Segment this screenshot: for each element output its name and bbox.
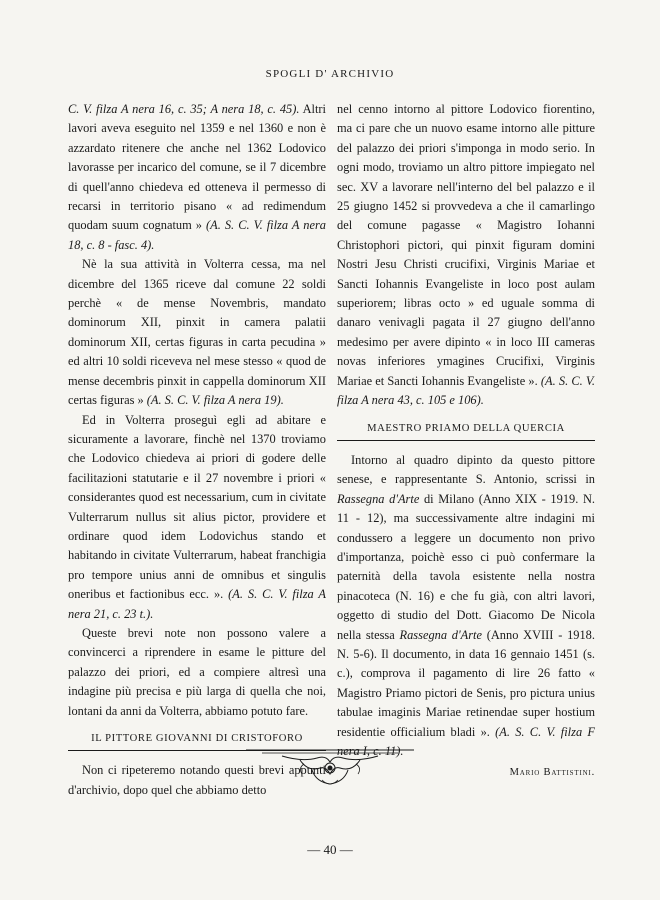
paragraph: Queste brevi note non possono valere a convincerci a riprendere in esame le pitture del palazzo dei priori, ed a compiere altresì una indagine più precisa e più larga di quella che noi, lontani da anni da Volterra, abbiamo potuto fare. [68, 625, 326, 718]
ornament-icon [242, 740, 418, 790]
paragraph: Non ci ripeteremo notando questi brevi appunti d'archivio, dopo quel che abbiamo detto [68, 763, 326, 797]
journal-title: Rassegna d'Arte [399, 627, 482, 642]
paragraph: Intorno al quadro dipinto da questo pittore senese, e rappresentante S. Antonio, scrissi in Rassegna d'Arte di Milano (Anno XIX - 1919. N. 11 - 12), ma successivamente altre indagini mi condussero a leggere un documento non privo d'importanza, poichè esso ci può confermare la paternità della tavola esistente nella nostra pinacoteca (N. 16) e che fu già, con altri lavori, oggetto di studio del Dott. Giacomo De Nicola nella stessa Rassegna d'Arte (Anno XVIII - 1918. N. 5-6). Il documento, in data 16 gennaio 1451 (s. c.), comprova il pagamento di lire 26 fatto « Magistro Priamo pictori de Senis, pro pictura unius tabulae imaginis Mariae retinendae super hostium residentie officialium bladi ». (A. S. C. V. filza F nera I, c. 11). [337, 452, 596, 758]
author-signature: Mario Battistini. [509, 767, 595, 779]
journal-title: Rassegna d'Arte [337, 491, 420, 506]
running-title: SPOGLI D' ARCHIVIO [265, 68, 395, 80]
section-heading: IL PITTORE GIOVANNI DI CRISTOFORO [68, 729, 326, 751]
paragraph: Ed in Volterra proseguì egli ad abitare e sicuramente a lavorare, finchè nel 1370 troviamo che Lodovico chiedeva ai priori di godere delle facilitazioni statutarie e il 27 novembre i priori « considerantes quod est necessarium, cum in civitate Vulterrarum nullus sit alius pictor, providere et ordinare quod idem Lodovichus stando et habitando in civitate Vulterrarum, habeat franchigia pro tempore unius anni de omnibus et singulis oneribus et factionibus ecc. ». (A. S. C. V. filza A nera 21, c. 23 t.). [68, 412, 326, 621]
citation: (A. S. C. V. filza A nera 19). [146, 393, 284, 408]
paragraph: C. V. filza A nera 16, c. 35; A nera 18, c. 45). Altri lavori aveva eseguito nel 1359 e nel 1360 e non è azzardato ritenere che anche nel 1362 Lodovico lavorasse per incarico del comune, se il 7 dicembre di quell'anno chiedeva ed otteneva il permesso di recarsi in territorio pisano « ad redimendum quodam suum cognatum » (A. S. C. V. filza A nera 18, c. 8 - fasc. 4). [68, 102, 326, 252]
paragraph: nel cenno intorno al pittore Lodovico fiorentino, ma ci pare che un nuovo esame intorno alle pitture del palazzo dei priori s'imponga in modo serio. In ogni modo, troviamo un altro pittore impiegato nel sec. XV a lavorare nell'interno del bel palazzo e il 25 giugno 1452 si provvedeva a che il camarlingo del comune pagasse « Magistro Iohanni Christophori pictori, qui pinxit figuram domini Nostri Jesu Christi crucifixi, Virginis Mariae et Sancti Iohannis Evangeliste in loco post aulam superiorem; libras octo » ed uguale somma di danaro venivagli pagata il 27 giugno dell'anno medesimo per avere dipinto « in loco III cameras novas inferiores ymagines Crucifixi, Virginis Mariae et Sancti Iohannis Evangeliste ». (A. S. C. V. filza A nera 43, c. 105 e 106). [337, 102, 596, 408]
citation: (A. S. C. V. filza F nera I, c. 11). [337, 724, 595, 758]
right-column [337, 100, 595, 783]
page-number: — 40 — [307, 842, 353, 857]
paragraph: Nè la sua attività in Volterra cessa, ma nel dicembre del 1365 riceve dal comune 22 soldi perchè « de mense Novembris, mandato dominorum XII, pinxit in camera palatii dominorum XII, certas figuras in carta pecudina » ed altri 10 soldi riceveva nel mese stesso « quod de mense decembris pinxit in cappella dominorum XII certas figuras » (A. S. C. V. filza A nera 19). [68, 257, 326, 408]
left-column [68, 100, 326, 800]
citation: C. V. filza A nera 16, c. 35; A nera 18, c. 45). [68, 102, 300, 116]
citation: (A. S. C. V. filza A nera 43, c. 105 e 106). [337, 373, 596, 408]
citation: (A. S. C. V. filza A nera 18, c. 8 - fasc. 4). [68, 218, 326, 252]
section-heading: MAESTRO PRIAMO DELLA QUERCIA [337, 419, 595, 441]
citation: (A. S. C. V. filza A nera 21, c. 23 t.). [68, 587, 326, 621]
